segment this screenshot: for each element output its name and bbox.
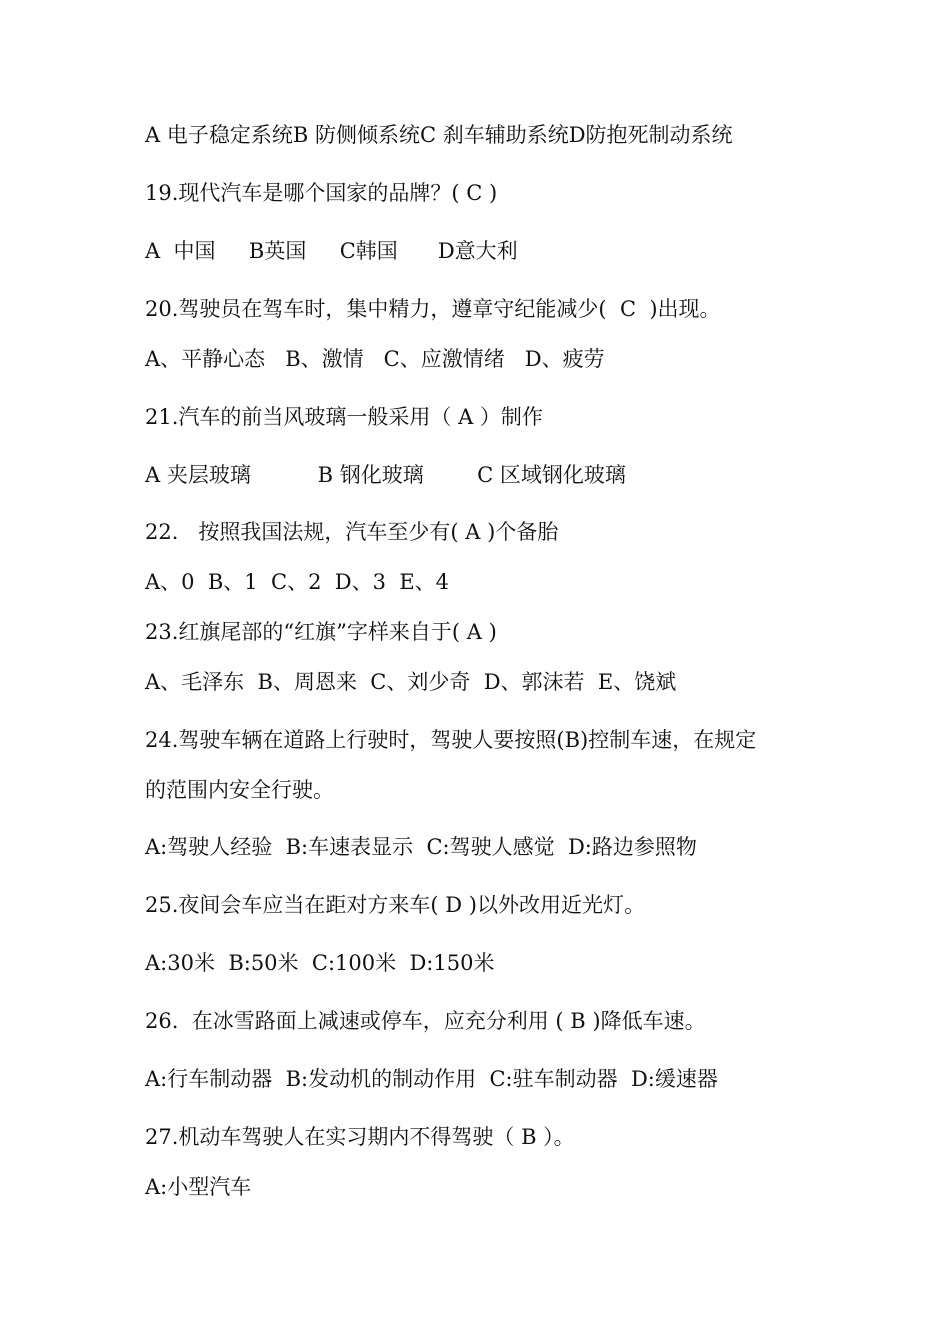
option-line-q22: A、0 B、1 C、2 D、3 E、4 bbox=[145, 570, 450, 594]
option-line-q26: A:行车制动器 B:发动机的制动作用 C:驻车制动器 D:缓速器 bbox=[145, 1067, 718, 1091]
option-line-q19: A 中国 B英国 C韩国 D意大利 bbox=[145, 239, 518, 263]
option-line-q25: A:30米 B:50米 C:100米 D:150米 bbox=[145, 951, 495, 975]
option-line-q20: A、平静心态 B、激情 C、应激情绪 D、疲劳 bbox=[145, 347, 605, 371]
question-23: 23.红旗尾部的“红旗”字样来自于( A ) bbox=[145, 620, 497, 644]
question-26: 26. 在冰雪路面上减速或停车，应充分利用 ( B )降低车速。 bbox=[145, 1009, 706, 1033]
option-line-q24: A:驾驶人经验 B:车速表显示 C:驾驶人感觉 D:路边参照物 bbox=[145, 835, 697, 859]
question-20: 20.驾驶员在驾车时，集中精力，遵章守纪能减少( C )出现。 bbox=[145, 297, 721, 321]
option-line-q21: A 夹层玻璃 B 钢化玻璃 C 区域钢化玻璃 bbox=[145, 463, 626, 487]
question-25: 25.夜间会车应当在距对方来车( D )以外改用近光灯。 bbox=[145, 893, 645, 917]
question-21: 21.汽车的前当风玻璃一般采用（ A ）制作 bbox=[145, 405, 543, 429]
question-24: 24.驾驶车辆在道路上行驶时，驾驶人要按照(B)控制车速，在规定 bbox=[145, 728, 757, 752]
question-19: 19.现代汽车是哪个国家的品牌？( C ) bbox=[145, 181, 498, 205]
question-22: 22. 按照我国法规，汽车至少有( A )个备胎 bbox=[145, 520, 559, 544]
question-27: 27.机动车驾驶人在实习期内不得驾驶（ B ）。 bbox=[145, 1125, 575, 1149]
option-line-q23: A、毛泽东 B、周恩来 C、刘少奇 D、郭沫若 E、饶斌 bbox=[145, 670, 677, 694]
option-line-q18: A 电子稳定系统B 防侧倾系统C 刹车辅助系统D防抱死制动系统 bbox=[145, 123, 733, 147]
option-line-q27: A:小型汽车 bbox=[145, 1175, 252, 1199]
question-24-continued: 的范围内安全行驶。 bbox=[145, 778, 334, 802]
